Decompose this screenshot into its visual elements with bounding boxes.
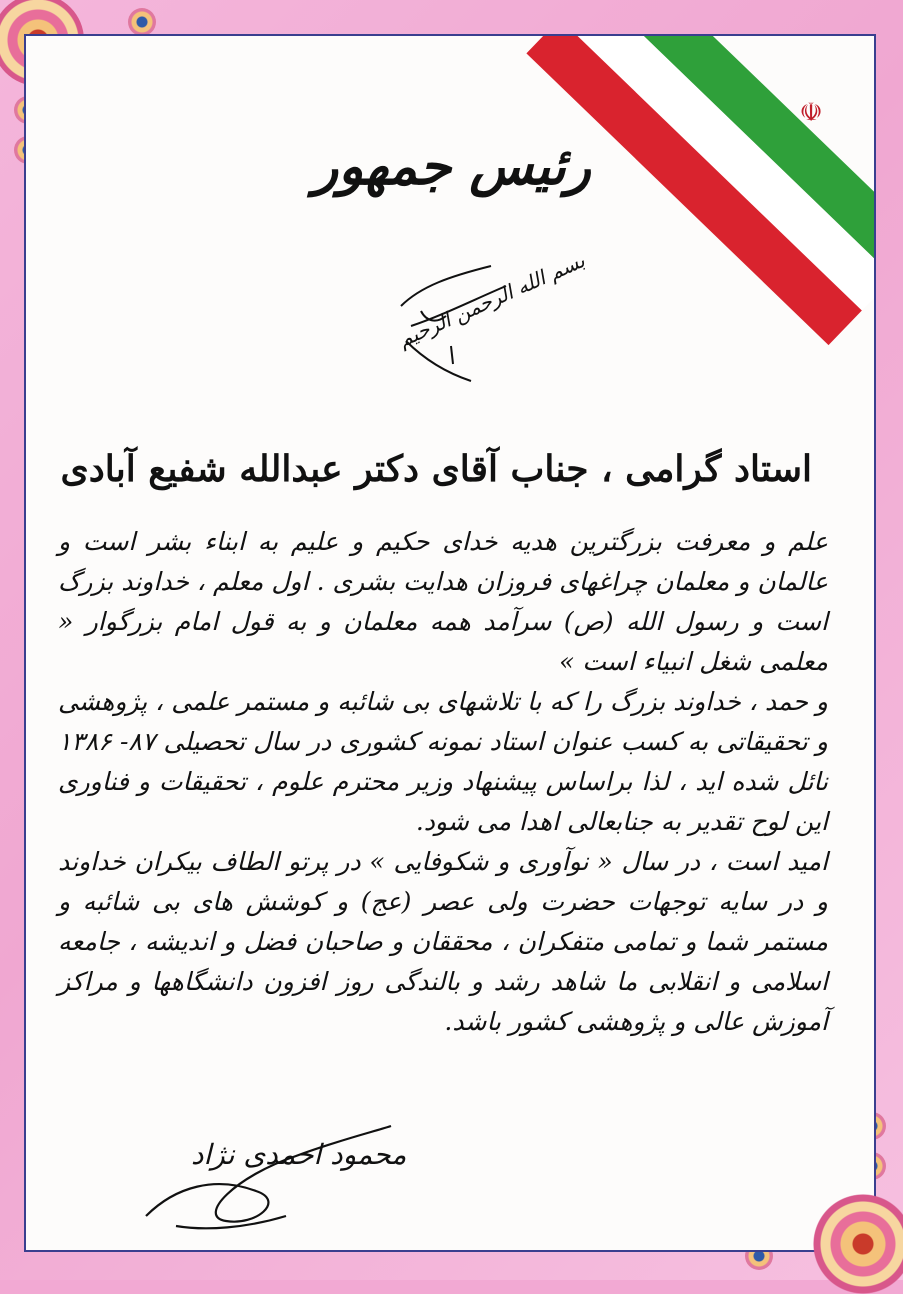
flower-ornament xyxy=(128,8,156,36)
national-emblem-icon: ☫ xyxy=(799,98,823,128)
recipient-address: استاد گرامی ، جناب آقای دکتر عبدالله شفیع آبادی xyxy=(60,448,812,490)
signatory-name: محمود احمدی نژاد xyxy=(191,1138,407,1171)
certificate-title: رئیس جمهور xyxy=(313,136,591,197)
paragraph-1: علم و معرفت بزرگترین هدیه خدای حکیم و علیم به ابناء بشر است و عالمان و معلمان چراغهای فروزان هدایت بشری . اول معلم ، خداوند بزرگ است و رسول الله (ص) سرآمد همه معلمان و به قول امام بزرگوار « معلمی شغل انبیاء است » xyxy=(58,527,828,676)
certificate-body xyxy=(58,522,828,1042)
certificate-sheet xyxy=(24,34,876,1252)
rosette-ornament-bottom-right xyxy=(813,1194,903,1294)
basmala-text: بسم الله الرحمن الرحیم xyxy=(394,248,589,352)
paragraph-2: و حمد ، خداوند بزرگ را که با تلاشهای بی شائبه و مستمر علمی ، پژوهشی و تحقیقاتی به کسب عنوان استاد نمونه کشوری در سال تحصیلی ۸۷- ۱۳۸۶ نائل شده اید ، لذا براساس پیشنهاد وزیر محترم علوم ، تحقیقات و فناوری این لوح تقدیر به جنابعالی اهدا می شود. xyxy=(58,687,828,836)
handwritten-signature xyxy=(136,1116,396,1246)
paragraph-3: امید است ، در سال « نوآوری و شکوفایی » در پرتو الطاف بیکران خداوند و در سایه توجهات حضرت ولی عصر (عج) و کوشش های بی شائبه و مستمر شما و تمامی متفکران ، محققان و صاحبان فضل و اندیشه ، جامعه اسلامی و انقلابی ما شاهد رشد و بالندگی روز افزون دانشگاهها و مراکز آموزش عالی و پژوهشی کشور باشد. xyxy=(58,847,828,1036)
